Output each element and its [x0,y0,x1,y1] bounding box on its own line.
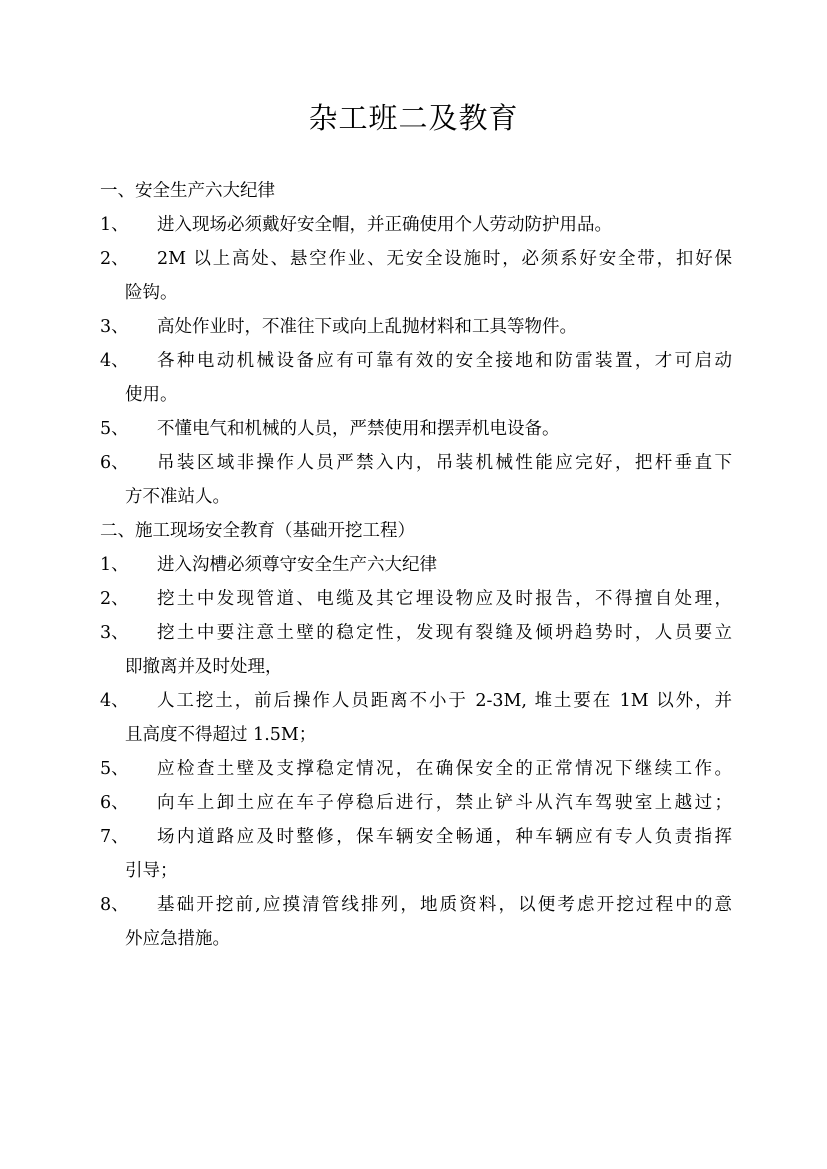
section-heading: 二、施工现场安全教育（基础开挖工程） [100,521,415,541]
list-item [100,412,732,446]
item-text: 高处作业时，不准往下或向上乱抛材料和工具等物件。 [157,317,577,337]
list-item [100,582,732,616]
list-item [100,310,732,344]
item-number: 2、 [100,249,129,269]
list-item [100,684,732,752]
item-text-continued: 使用。 [125,385,178,405]
list-item [100,344,732,412]
item-text: 挖土中要注意土壁的稳定性，发现有裂缝及倾坍趋势时，人员要立 [157,623,732,643]
item-text: 向车上卸土应在车子停稳后进行，禁止铲斗从汽车驾驶室上越过； [157,793,732,813]
item-number: 7、 [100,827,129,847]
item-text: 挖土中发现管道、电缆及其它埋设物应及时报告，不得擅自处理， [157,589,732,609]
list-item [100,820,732,888]
item-text: 进入现场必须戴好安全帽，并正确使用个人劳动防护用品。 [157,215,612,235]
document-title: 杂工班二及教育 [308,101,519,135]
item-text-continued: 方不准站人。 [125,487,230,507]
item-number: 3、 [100,623,129,643]
list-item [100,786,732,820]
item-text-continued: 外应急措施。 [125,929,230,949]
item-number: 1、 [100,215,129,235]
item-text-continued: 且高度不得超过 1.5M； [125,725,317,745]
item-number: 5、 [100,419,129,439]
item-number: 5、 [100,759,129,779]
document-body [100,174,732,956]
list-item [100,752,732,786]
item-text: 进入沟槽必须尊守安全生产六大纪律 [157,555,437,575]
list-item [100,616,732,684]
item-text-continued: 引导； [125,861,178,881]
item-number: 8、 [100,895,129,915]
item-text: 2M 以上高处、悬空作业、无安全设施时，必须系好安全带，扣好保 [157,249,732,269]
item-text: 场内道路应及时整修，保车辆安全畅通，种车辆应有专人负责指挥 [157,827,732,847]
item-number: 3、 [100,317,129,337]
item-number: 4、 [100,351,129,371]
list-item [100,888,732,956]
list-item [100,242,732,310]
item-text-continued: 即撤离并及时处理， [125,657,283,677]
item-number: 2、 [100,589,129,609]
item-text-continued: 险钩。 [125,283,178,303]
list-item [100,548,732,582]
list-item [100,446,732,514]
item-text: 不懂电气和机械的人员，严禁使用和摆弄机电设备。 [157,419,560,439]
list-item [100,208,732,242]
item-text: 应检查土壁及支撑稳定情况，在确保安全的正常情况下继续工作。 [157,759,732,779]
item-number: 4、 [100,691,129,711]
item-number: 6、 [100,453,129,473]
item-text: 吊装区域非操作人员严禁入内，吊装机械性能应完好，把杆垂直下 [157,453,732,473]
section-heading: 一、安全生产六大纪律 [100,181,275,201]
item-text: 人工挖土，前后操作人员距离不小于 2-3M, 堆土要在 1M 以外，并 [157,691,732,711]
item-text: 各种电动机械设备应有可靠有效的安全接地和防雷装置，才可启动 [157,351,732,371]
item-number: 6、 [100,793,129,813]
item-number: 1、 [100,555,129,575]
item-text: 基础开挖前,应摸清管线排列，地质资料，以便考虑开挖过程中的意 [157,895,732,915]
